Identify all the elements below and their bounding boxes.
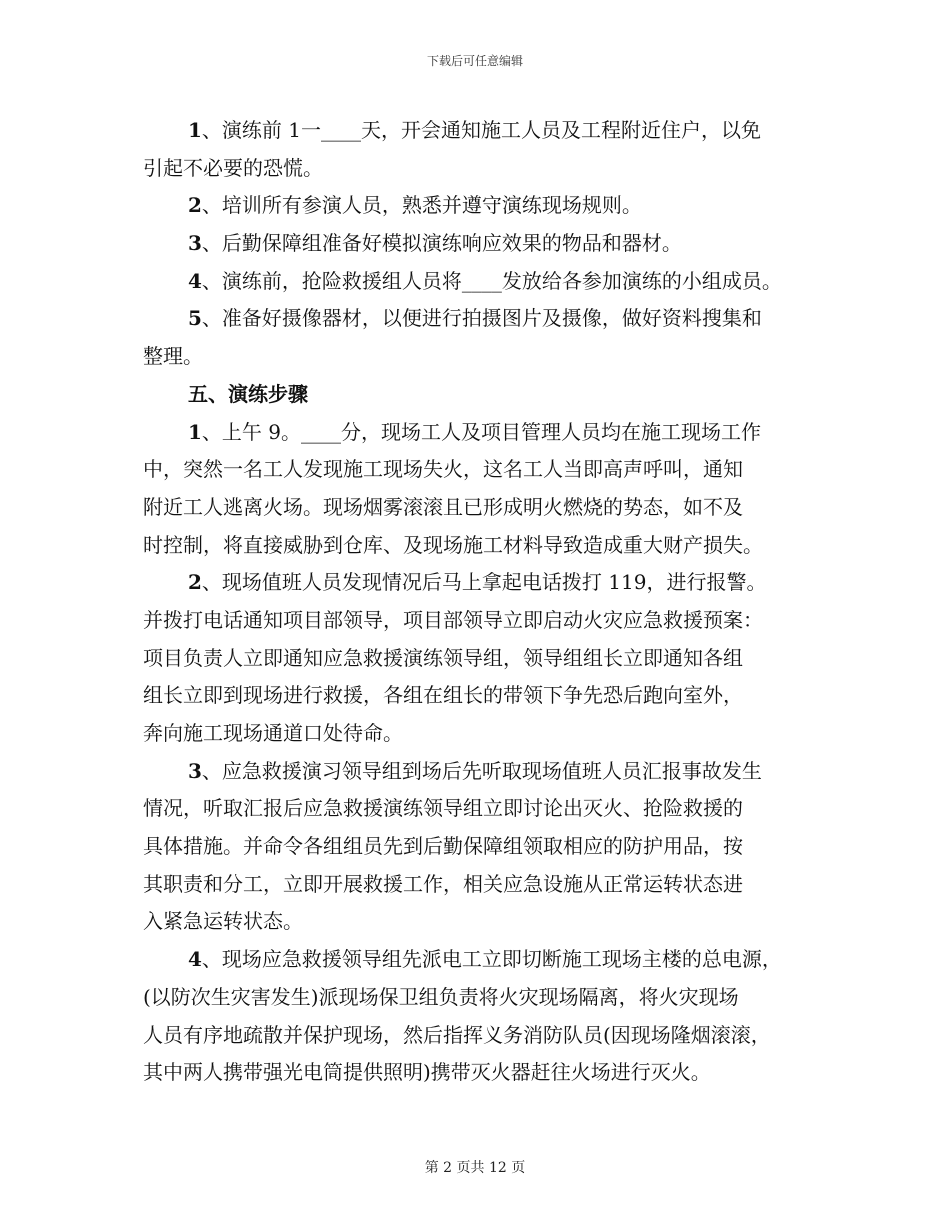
text-line [143, 187, 815, 225]
text-line [143, 489, 815, 527]
line-text: 、上午 9。____分，现场工人及项目管理人员均在施工现场工作 [201, 419, 762, 444]
line-text: (以防次生灾害发生)派现场保卫组负责将火灾现场隔离，将火灾现场 [143, 984, 739, 1009]
line-text: 、现场值班人员发现情况后马上拿起电话拨打 119，进行报警。 [201, 570, 767, 595]
text-line [143, 677, 815, 715]
line-text: 具体措施。并命令各组组员先到后勤保障组领取相应的防护用品，按 [143, 834, 743, 859]
text-line [143, 338, 815, 376]
text-line [143, 564, 815, 602]
item-number: 4 [188, 268, 202, 293]
item-number: 1 [188, 118, 202, 142]
line-text: 、准备好摄像器材，以便进行拍摄图片及摄像，做好资料搜集和 [201, 306, 762, 331]
line-text: 附近工人逃离火场。现场烟雾滚滚且已形成明火燃烧的势态，如不及 [143, 494, 743, 519]
line-text: 入紧急运转状态。 [143, 909, 303, 934]
text-line [143, 828, 815, 866]
text-line [143, 414, 815, 452]
line-text: 其职责和分工，立即开展救援工作，相关应急设施从正常运转状态进 [143, 871, 743, 896]
line-text: 、演练前，抢险救援组人员将____发放给各参加演练的小组成员。 [201, 268, 782, 293]
text-line [143, 979, 815, 1017]
text-line [143, 753, 815, 791]
page-header: 下载后可任意编辑 [426, 54, 523, 68]
item-number: 3 [188, 231, 202, 256]
document-body [143, 112, 815, 1092]
text-line [143, 225, 815, 263]
item-number: 2 [188, 570, 202, 595]
text-line [143, 790, 815, 828]
text-line [143, 941, 815, 979]
line-text: 其中两人携带强光电筒提供照明)携带灭火器赶往火场进行灭火。 [143, 1060, 711, 1085]
item-number: 5 [188, 306, 202, 331]
text-line [143, 1017, 815, 1055]
text-line [143, 640, 815, 678]
line-text: 、后勤保障组准备好模拟演练响应效果的物品和器材。 [201, 231, 682, 256]
line-text: 中，突然一名工人发现施工现场失火，这名工人当即高声呼叫，通知 [143, 457, 743, 482]
text-line [143, 527, 815, 565]
section-heading [143, 376, 815, 414]
line-text: 情况，听取汇报后应急救援演练领导组立即讨论出灭火、抢险救援的 [143, 796, 743, 821]
item-number: 2 [188, 193, 202, 218]
text-line [143, 451, 815, 489]
text-line [143, 300, 815, 338]
line-text: 组长立即到现场进行救援，各组在组长的带领下争先恐后跑向室外， [143, 683, 743, 708]
line-text: 整理。 [143, 344, 203, 369]
line-text: 引起不必要的恐慌。 [143, 155, 323, 180]
item-number: 4 [188, 947, 202, 972]
line-text: 项目负责人立即通知应急救援演练领导组，领导组组长立即通知各组 [143, 645, 743, 670]
line-text: 、培训所有参演人员，熟悉并遵守演练现场规则。 [201, 193, 642, 218]
text-line [143, 602, 815, 640]
item-number: 3 [188, 758, 202, 783]
text-line [143, 150, 815, 188]
item-number: 1 [188, 419, 202, 444]
line-text: 、演练前 1一____天，开会通知施工人员及工程附近住户，以免 [201, 118, 762, 142]
text-line [143, 715, 815, 753]
text-line [143, 112, 815, 150]
text-line [143, 263, 815, 301]
page-footer: 第 2 页共 12 页 [424, 1160, 526, 1176]
line-text: 人员有序地疏散并保护现场，然后指挥义务消防队员(因现场隆烟滚滚， [143, 1022, 771, 1047]
line-text: 奔向施工现场通道口处待命。 [143, 721, 403, 745]
line-text: 五、演练步骤 [188, 381, 308, 406]
line-text: 、现场应急救援领导组先派电工立即切断施工现场主楼的总电源， [201, 947, 782, 972]
text-line [143, 903, 815, 941]
line-text: 并拨打电话通知项目部领导，项目部领导立即启动火灾应急救援预案： [143, 607, 763, 632]
line-text: 时控制，将直接威胁到仓库、及现场施工材料导致造成重大财产损失。 [143, 532, 763, 557]
text-line [143, 866, 815, 904]
line-text: 、应急救援演习领导组到场后先听取现场值班人员汇报事故发生 [201, 758, 762, 783]
text-line [143, 1054, 815, 1092]
